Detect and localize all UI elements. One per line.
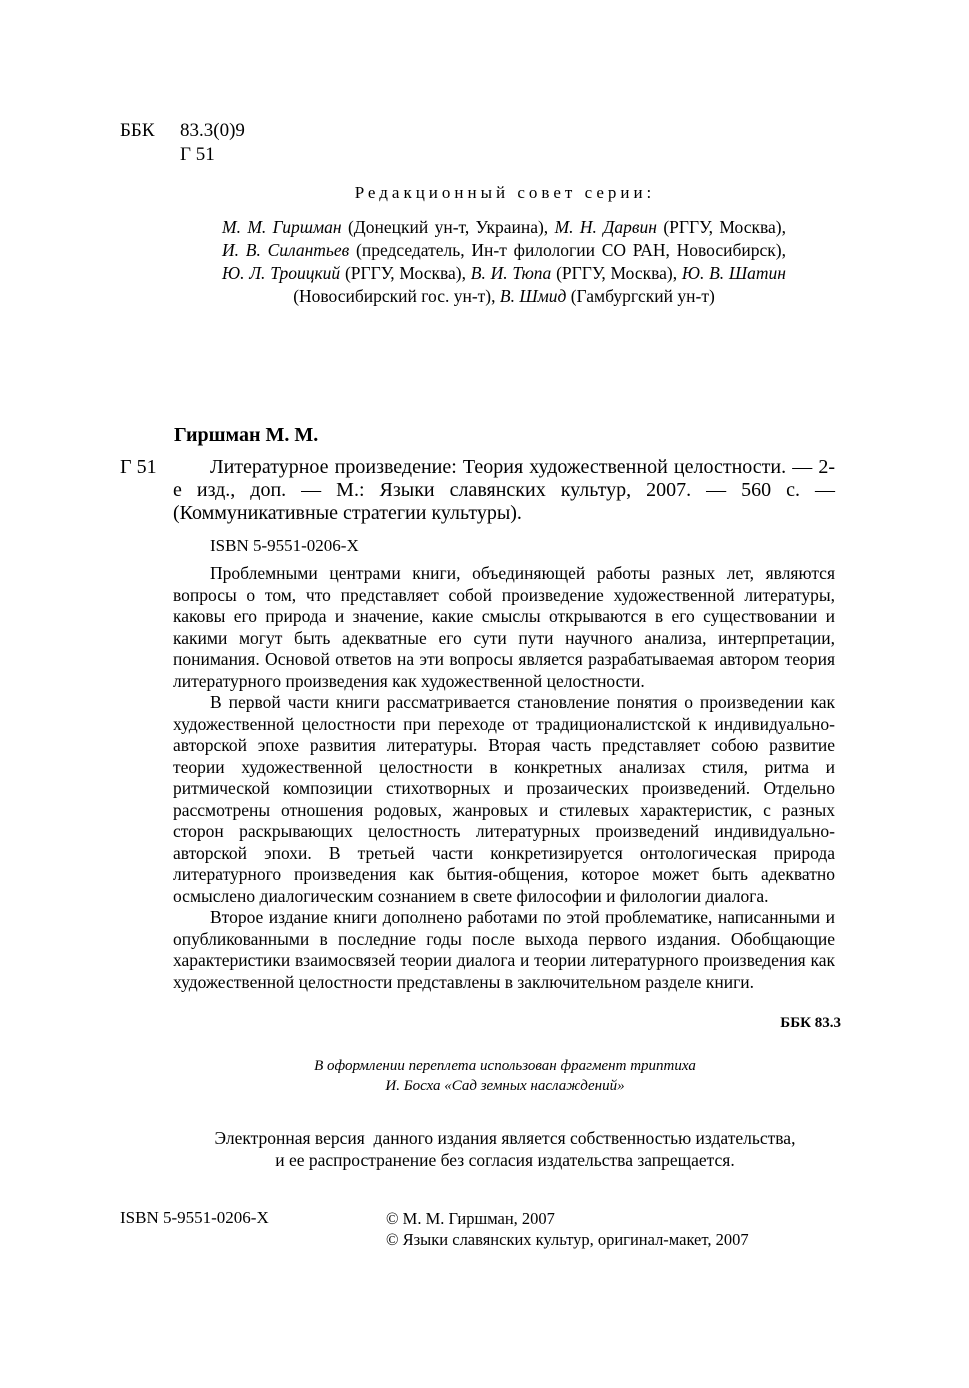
board-member-affiliation: (Донецкий ун-т, Украина), [341, 217, 555, 237]
imprint-isbn: ISBN 5-9551-0206-X [120, 1208, 269, 1227]
copyright-block [386, 1208, 749, 1250]
entry-isbn: ISBN 5-9551-0206-X [210, 536, 359, 555]
entry-description: Литературное произведение: Теория художественной целостности. — 2-е изд., доп. — М.: Языки славянских культур, 2007. — 560 с. — (Коммуникативные стратегии культуры). [173, 456, 835, 524]
rights-note [0, 1127, 969, 1171]
copyright-publisher: © Языки славянских культур, оригинал-макет, 2007 [386, 1230, 749, 1249]
bbk-short: ББК 83.3 [780, 1015, 841, 1031]
abstract-paragraph: В первой части книги рассматривается становление понятия о произведении как художественной целостности при переходе от традиционалистской к индивидуально-авторской эпохе развития литературы. Вторая часть представляет собою развитие теории художественной целостности в конкретных анализах стиля, ритма и ритмической композиции стихотворных и прозаических произведений. Отдельно рассмотрены отношения родовых, жанровых и стилевых характеристик, с разных сторон раскрывающих целостность литературных произведений индивидуально-авторской эпохи. В третьей части конкретизируется онтологическая природа литературного произведения как бытия-общения, которое может быть адекватно осмыслено диалогическим сознанием в свете философии и филологии диалога. [173, 692, 835, 906]
copyright-author: © М. М. Гиршман, 2007 [386, 1209, 555, 1228]
cover-note [0, 1056, 969, 1096]
editorial-board-members [222, 216, 786, 308]
board-member-affiliation: (РГГУ, Москва), [656, 217, 786, 237]
board-member-name: В. Шмид [499, 286, 567, 306]
board-member-affiliation: (Гамбургский ун-т) [566, 286, 715, 306]
abstract-paragraph: Второе издание книги дополнено работами по этой проблематике, написанными и опубликованными в последние годы после выхода первого издания. Обобщающие характеристики взаимосвязей теории диалога и теории литературного произведения как художественной целостности представлены в заключительном разделе книги. [173, 907, 835, 992]
board-member-name: М. М. Гиршман [222, 217, 342, 237]
cover-note-line: И. Босха «Сад земных наслаждений» [385, 1078, 625, 1094]
board-member-affiliation: (председатель, Ин-т филологии СО РАН, Новосибирск), [349, 240, 786, 260]
rights-note-line: Электронная версия данного издания является собственностью издательства, [214, 1128, 796, 1148]
board-member-affiliation: (Новосибирский гос. ун-т), [293, 286, 500, 306]
entry-author: Гиршман М. М. [174, 424, 319, 446]
rights-note-line: и ее распространение без согласия издательства запрещается. [275, 1150, 735, 1170]
editorial-board-heading: Редакционный совет серии: [354, 183, 656, 202]
bbk-label: ББК [120, 120, 155, 141]
entry-code: Г 51 [120, 456, 157, 478]
abstract-paragraph: Проблемными центрами книги, объединяющей работы разных лет, являются вопросы о том, что представляет собой произведение художественной литературы, каковы его природа и значение, какие смыслы открываются в его существовании и какими могут быть адекватные его сути пути научного анализа, интерпретации, понимания. Основой ответов на эти вопросы является разрабатываемая автором теория литературного произведения как художественной целостности. [173, 563, 835, 691]
bbk-code: 83.3(0)9 [180, 120, 245, 141]
board-member-name: Ю. Л. Троицкий [222, 263, 341, 283]
board-member-affiliation: (РГГУ, Москва), [340, 263, 471, 283]
board-member-name: М. Н. Дарвин [554, 217, 657, 237]
board-member-affiliation: (РГГУ, Москва), [551, 263, 682, 283]
board-member-name: В. И. Тюпа [470, 263, 552, 283]
board-member-name: Ю. В. Шатин [681, 263, 786, 283]
cover-note-line: В оформлении переплета использован фрагмент триптиха [314, 1058, 696, 1074]
board-member-name: И. В. Силантьев [222, 240, 350, 260]
abstract [173, 563, 835, 993]
author-mark: Г 51 [180, 144, 215, 165]
